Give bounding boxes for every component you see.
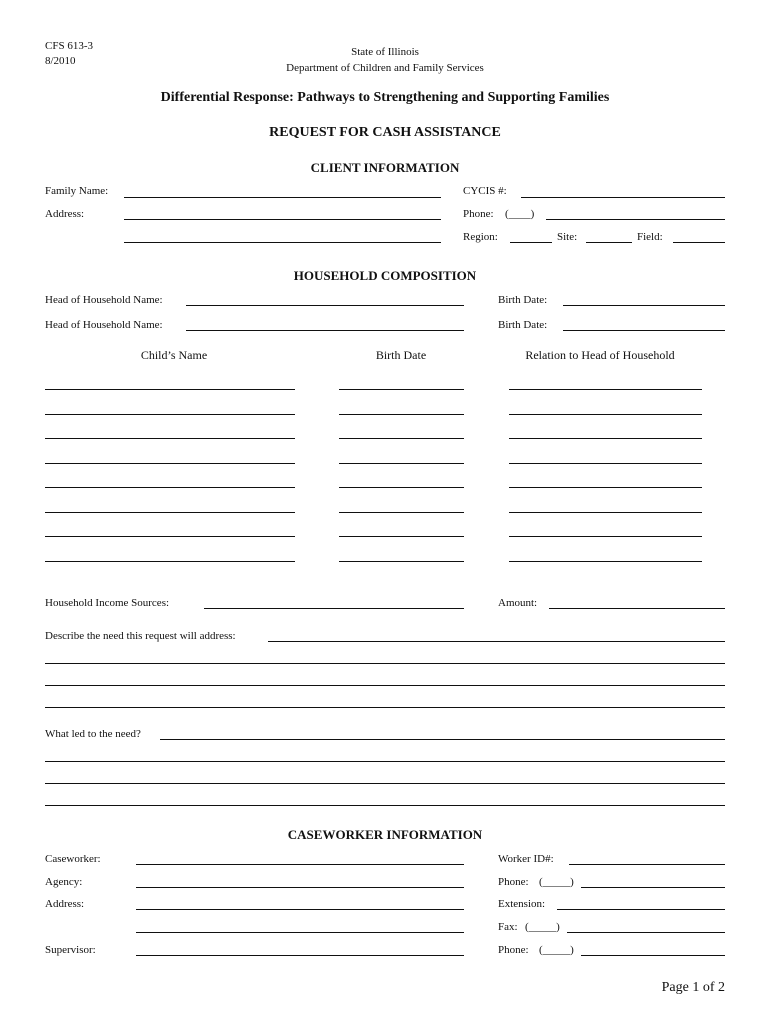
cw-phone-field[interactable] <box>581 887 725 888</box>
child-birth-date-field[interactable] <box>339 512 464 513</box>
cw-address-field-2[interactable] <box>136 932 464 933</box>
address-field-1[interactable] <box>124 219 441 220</box>
need-field-4[interactable] <box>45 707 725 708</box>
led-field-1[interactable] <box>160 739 725 740</box>
worker-id-label: Worker ID#: <box>498 853 554 865</box>
phone-label: Phone: <box>463 208 494 220</box>
head1-birth-field[interactable] <box>563 305 725 306</box>
need-field-2[interactable] <box>45 663 725 664</box>
fax-field[interactable] <box>567 932 725 933</box>
head1-birth-label: Birth Date: <box>498 294 548 306</box>
address-field-2[interactable] <box>124 242 441 243</box>
region-label: Region: <box>463 231 498 243</box>
caseworker-label: Caseworker: <box>45 853 101 865</box>
form-date: 8/2010 <box>45 55 76 67</box>
department-name: Department of Children and Family Services <box>286 62 484 74</box>
head1-label: Head of Household Name: <box>45 294 163 306</box>
phone-field[interactable] <box>546 219 725 220</box>
amount-field[interactable] <box>549 608 725 609</box>
income-field[interactable] <box>204 608 464 609</box>
caseworker-field[interactable] <box>136 864 464 865</box>
site-label: Site: <box>557 231 578 243</box>
need-field-1[interactable] <box>268 641 725 642</box>
form-number: CFS 613-3 <box>45 40 93 52</box>
child-name-field[interactable] <box>45 463 295 464</box>
child-birth-date-field[interactable] <box>339 438 464 439</box>
cycis-label: CYCIS #: <box>463 185 507 197</box>
fax-label: Fax: <box>498 921 518 933</box>
head1-field[interactable] <box>186 305 464 306</box>
agency-label: Agency: <box>45 876 83 888</box>
col-child-name: Child’s Name <box>140 348 208 362</box>
child-relation-field[interactable] <box>509 561 702 562</box>
col-birth-date: Birth Date <box>375 348 427 362</box>
led-field-4[interactable] <box>45 805 725 806</box>
field-label: Field: <box>637 231 663 243</box>
head2-birth-field[interactable] <box>563 330 725 331</box>
child-relation-field[interactable] <box>509 512 702 513</box>
child-birth-date-field[interactable] <box>339 463 464 464</box>
state-name: State of Illinois <box>351 46 419 58</box>
family-name-label: Family Name: <box>45 185 109 197</box>
amount-label: Amount: <box>498 597 538 609</box>
child-birth-date-field[interactable] <box>339 414 464 415</box>
income-label: Household Income Sources: <box>45 597 170 609</box>
child-name-field[interactable] <box>45 438 295 439</box>
program-title: Differential Response: Pathways to Strengthening and Supporting Families <box>160 90 610 105</box>
family-name-field[interactable] <box>124 197 441 198</box>
household-section-title: HOUSEHOLD COMPOSITION <box>293 268 477 283</box>
child-relation-field[interactable] <box>509 414 702 415</box>
child-name-field[interactable] <box>45 487 295 488</box>
need-label: Describe the need this request will address: <box>45 630 236 642</box>
child-name-field[interactable] <box>45 561 295 562</box>
child-birth-date-field[interactable] <box>339 561 464 562</box>
form-title: REQUEST FOR CASH ASSISTANCE <box>269 125 501 140</box>
child-relation-field[interactable] <box>509 438 702 439</box>
worker-id-field[interactable] <box>569 864 725 865</box>
child-birth-date-field[interactable] <box>339 487 464 488</box>
child-relation-field[interactable] <box>509 536 702 537</box>
cw-phone-area-code: (_____) <box>539 876 574 888</box>
cw-address-label: Address: <box>45 898 85 910</box>
field-field[interactable] <box>673 242 725 243</box>
child-birth-date-field[interactable] <box>339 389 464 390</box>
need-field-3[interactable] <box>45 685 725 686</box>
child-relation-field[interactable] <box>509 463 702 464</box>
supervisor-label: Supervisor: <box>45 944 96 956</box>
agency-field[interactable] <box>136 887 464 888</box>
head2-birth-label: Birth Date: <box>498 319 548 331</box>
page-number: Page 1 of 2 <box>661 980 725 995</box>
child-birth-date-field[interactable] <box>339 536 464 537</box>
cycis-field[interactable] <box>521 197 725 198</box>
cw-address-field-1[interactable] <box>136 909 464 910</box>
fax-area-code: (_____) <box>525 921 560 933</box>
head2-field[interactable] <box>186 330 464 331</box>
child-name-field[interactable] <box>45 536 295 537</box>
head2-label: Head of Household Name: <box>45 319 163 331</box>
region-field[interactable] <box>510 242 552 243</box>
extension-field[interactable] <box>557 909 725 910</box>
led-label: What led to the need? <box>45 728 141 740</box>
extension-label: Extension: <box>498 898 546 910</box>
caseworker-section-title: CASEWORKER INFORMATION <box>287 827 483 842</box>
client-section-title: CLIENT INFORMATION <box>310 160 460 175</box>
address-label: Address: <box>45 208 85 220</box>
sup-phone-label: Phone: <box>498 944 529 956</box>
supervisor-field[interactable] <box>136 955 464 956</box>
child-relation-field[interactable] <box>509 389 702 390</box>
led-field-3[interactable] <box>45 783 725 784</box>
led-field-2[interactable] <box>45 761 725 762</box>
phone-area-code: (____) <box>505 208 535 220</box>
child-name-field[interactable] <box>45 389 295 390</box>
sup-phone-field[interactable] <box>581 955 725 956</box>
sup-phone-area-code: (_____) <box>539 944 574 956</box>
cw-phone-label: Phone: <box>498 876 529 888</box>
child-name-field[interactable] <box>45 512 295 513</box>
child-relation-field[interactable] <box>509 487 702 488</box>
col-relation: Relation to Head of Household <box>525 348 675 362</box>
site-field[interactable] <box>586 242 632 243</box>
child-name-field[interactable] <box>45 414 295 415</box>
